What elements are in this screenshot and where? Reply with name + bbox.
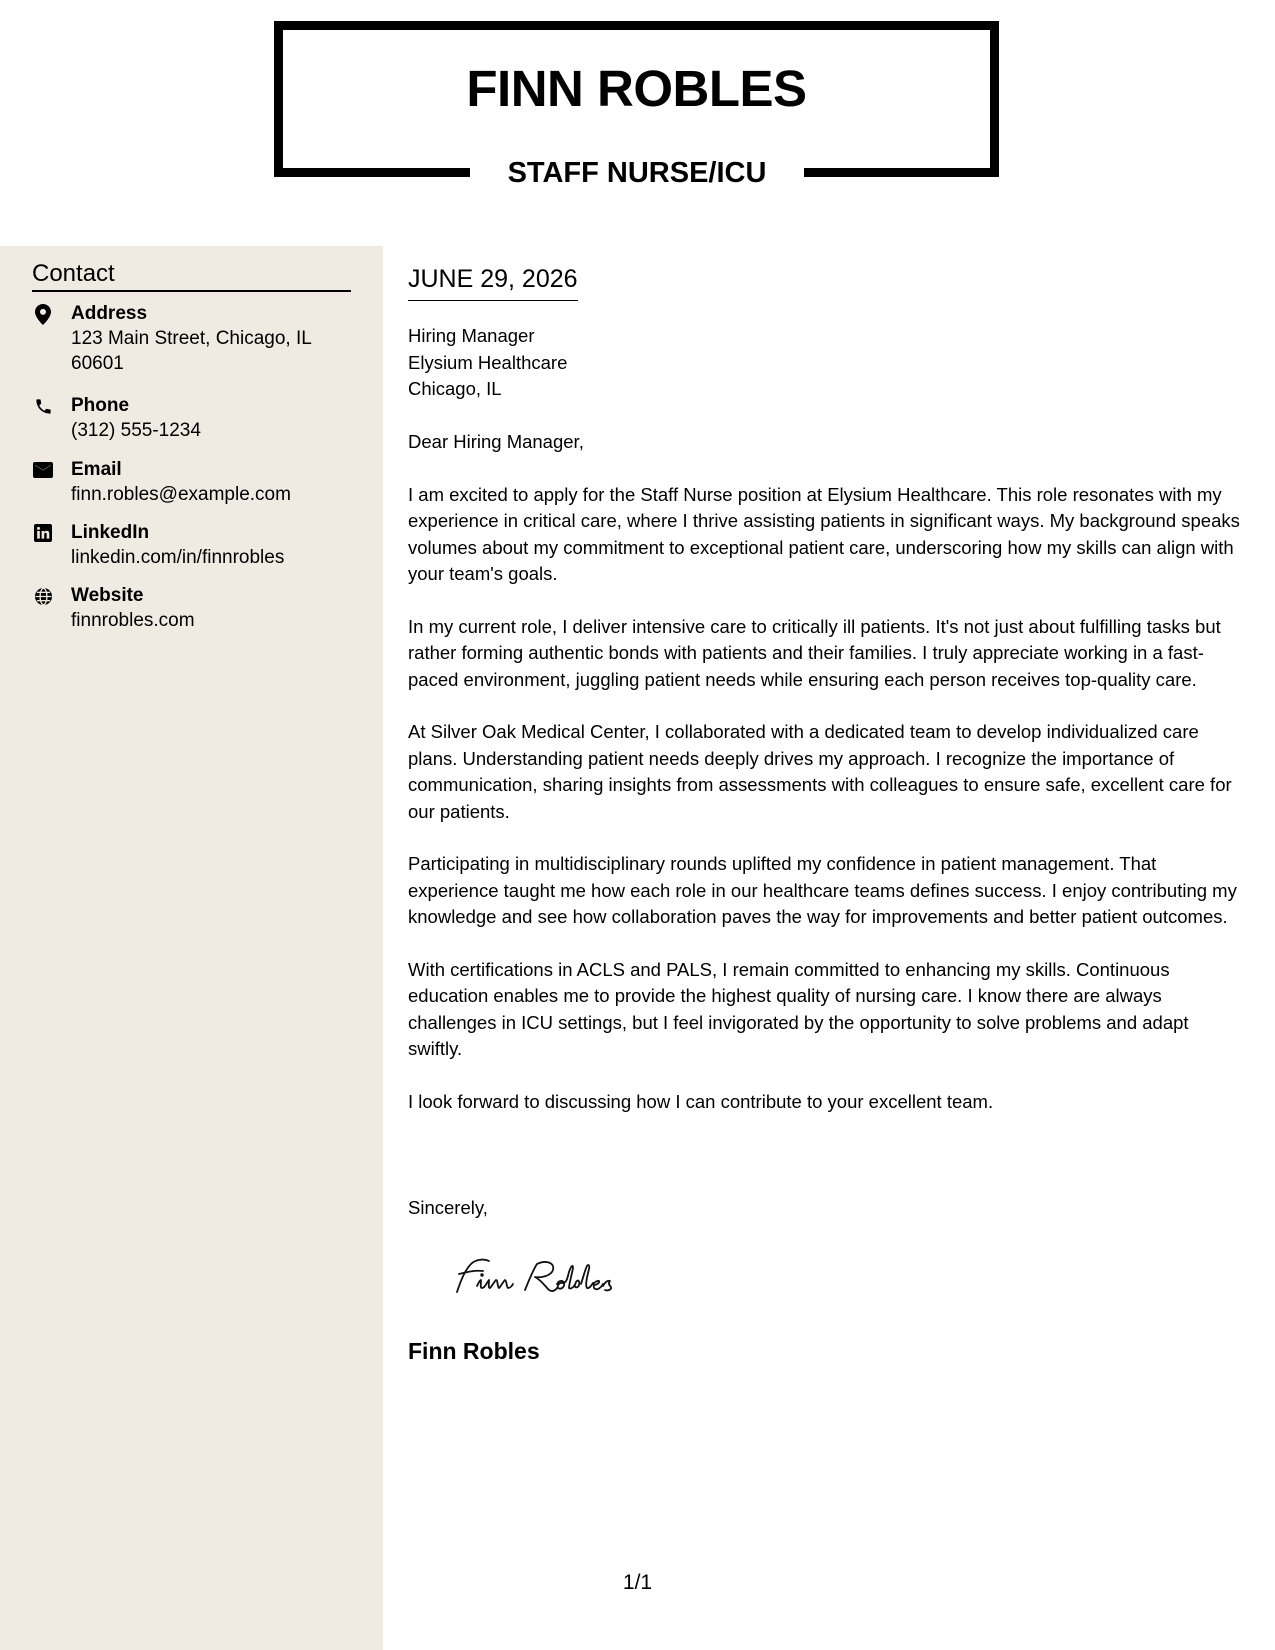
body-paragraph: At Silver Oak Medical Center, I collaborated with a dedicated team to develop individualized care plans. Understanding patient needs deeply drives my approach. I recognize the importance of communication, sharing insights from assessments with colleagues to ensure safe, excellent care for our patients. — [408, 721, 1232, 822]
linkedin-value[interactable]: linkedin.com/in/finnrobles — [71, 547, 285, 568]
letter-body — [408, 429, 1244, 1141]
recipient-location: Chicago, IL — [408, 378, 502, 399]
globe-icon — [32, 585, 54, 607]
body-paragraph: I am excited to apply for the Staff Nurse position at Elysium Healthcare. This role resonates with my experience in critical care, where I thrive assisting patients in significant ways. My background speaks volumes about my commitment to exceptional patient care, underscoring how my skills can align with your team's goals. — [408, 483, 1240, 584]
contact-sidebar — [0, 246, 383, 1650]
linkedin-icon — [32, 522, 54, 544]
letter-date: JUNE 29, 2026 — [408, 264, 578, 301]
recipient-company: Elysium Healthcare — [408, 351, 568, 373]
email-label: Email — [71, 459, 122, 480]
recipient-block — [408, 323, 567, 403]
email-value[interactable]: finn.robles@example.com — [71, 484, 291, 505]
phone-icon — [32, 395, 54, 417]
phone-value[interactable]: (312) 555-1234 — [71, 420, 201, 441]
body-paragraph: Participating in multidisciplinary rounds uplifted my confidence in patient management. That experience taught me how each role in our healthcare teams defines success. I enjoy contributing my knowledge and see how collaboration paves the way for improvements and better patient outcomes. — [408, 853, 1237, 927]
envelope-icon — [32, 459, 54, 481]
signer-name: Finn Robles — [408, 1338, 540, 1364]
website-label: Website — [71, 585, 144, 606]
body-paragraph: In my current role, I deliver intensive care to critically ill patients. It's not just about fulfilling tasks but rather forming authentic bonds with patients and their families. I truly appreciate working in a fast-paced environment, juggling patient needs while ensuring each person receives top-quality care. — [408, 615, 1221, 690]
signature-image — [445, 1250, 635, 1310]
recipient-title: Hiring Manager — [408, 325, 535, 346]
salutation: Dear Hiring Manager, — [408, 431, 584, 452]
applicant-name: FINN ROBLES — [466, 60, 807, 117]
phone-label: Phone — [71, 395, 130, 416]
website-value[interactable]: finnrobles.com — [71, 610, 195, 631]
address-label: Address — [71, 303, 148, 324]
page-number: 1/1 — [622, 1571, 653, 1594]
body-paragraph: I look forward to discussing how I can contribute to your excellent team. — [408, 1090, 994, 1112]
job-title: STAFF NURSE/ICU — [470, 148, 804, 198]
linkedin-label: LinkedIn — [71, 522, 150, 543]
contact-heading: Contact — [32, 260, 351, 292]
closing: Sincerely, — [408, 1197, 488, 1218]
map-pin-icon — [32, 303, 54, 325]
address-value: 123 Main Street, Chicago, IL 60601 — [71, 328, 312, 374]
body-paragraph: With certifications in ACLS and PALS, I remain committed to enhancing my skills. Continuous education enables me to provide the highest quality of nursing care. I know there are always challenges in ICU settings, but I feel invigorated by the opportunity to solve problems and adapt swiftly. — [408, 958, 1189, 1059]
